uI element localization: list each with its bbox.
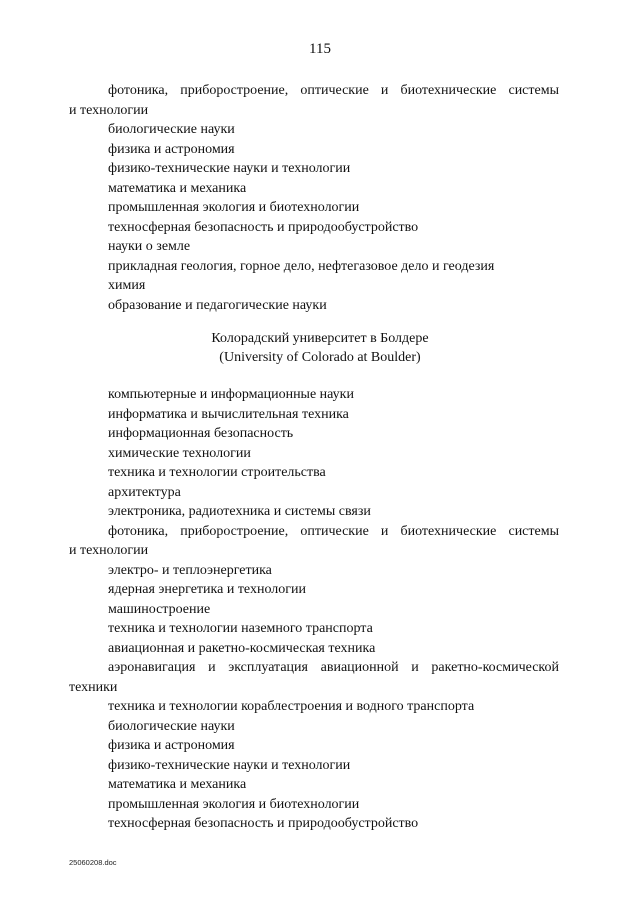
list-item: математика и механика: [108, 180, 247, 196]
list-item: биологические науки: [108, 122, 235, 137]
university-heading: [0, 329, 640, 367]
list-item: авиационная и ракетно-космическая техника: [108, 640, 376, 656]
list-item: техника и технологии кораблестроения и водного транспорта: [108, 699, 475, 714]
list-item: компьютерные и информационные науки: [108, 387, 354, 402]
list-item: промышленная экология и биотехнологии: [108, 200, 360, 215]
university-title: Колорадский университет в Болдере: [211, 331, 429, 346]
list-item: биологические науки: [108, 718, 235, 734]
page-number: 115: [309, 41, 331, 57]
list-item: ядерная энергетика и технологии: [108, 582, 306, 597]
list-item: образование и педагогические науки: [108, 297, 327, 313]
list-item: электроника, радиотехника и системы связи: [108, 504, 371, 519]
university-subtitle: (University of Colorado at Boulder): [219, 350, 421, 365]
specialty-list-top: [69, 81, 559, 315]
list-item: промышленная экология и биотехнологии: [108, 796, 360, 812]
list-item: химические технологии: [108, 445, 251, 461]
list-item: техника и технологии наземного транспорта: [108, 621, 373, 636]
list-item: техносферная безопасность и природообустройство: [108, 219, 419, 235]
list-item: фотоника, приборостроение, оптические и биотехнические системы: [108, 523, 559, 539]
list-item: физико-технические науки и технологии: [108, 161, 351, 176]
document-code: 25060208.doc: [69, 858, 117, 867]
list-item: науки о земле: [108, 239, 191, 254]
list-item: электро- и теплоэнергетика: [108, 562, 272, 578]
list-item-continuation: техники: [69, 679, 118, 695]
list-item: аэронавигация и эксплуатация авиационной и ракетно-космической: [108, 660, 559, 675]
list-item: математика и механика: [108, 777, 247, 792]
list-item-continuation: и технологии: [69, 543, 149, 558]
list-item: химия: [108, 278, 146, 293]
list-item: физико-технические науки и технологии: [108, 757, 351, 773]
list-item-continuation: и технологии: [69, 102, 149, 118]
specialty-list-boulder: [69, 385, 559, 834]
list-item: техника и технологии строительства: [108, 465, 326, 480]
list-item: машиностроение: [108, 601, 211, 617]
list-item: архитектура: [108, 484, 181, 500]
list-item: физика и астрономия: [108, 738, 235, 753]
list-item: фотоника, приборостроение, оптические и биотехнические системы: [108, 83, 559, 98]
list-item: информационная безопасность: [108, 426, 294, 441]
list-item: информатика и вычислительная техника: [108, 406, 349, 422]
list-item: физика и астрономия: [108, 141, 235, 157]
list-item: техносферная безопасность и природообустройство: [108, 816, 419, 831]
list-item: прикладная геология, горное дело, нефтегазовое дело и геодезия: [108, 258, 495, 274]
